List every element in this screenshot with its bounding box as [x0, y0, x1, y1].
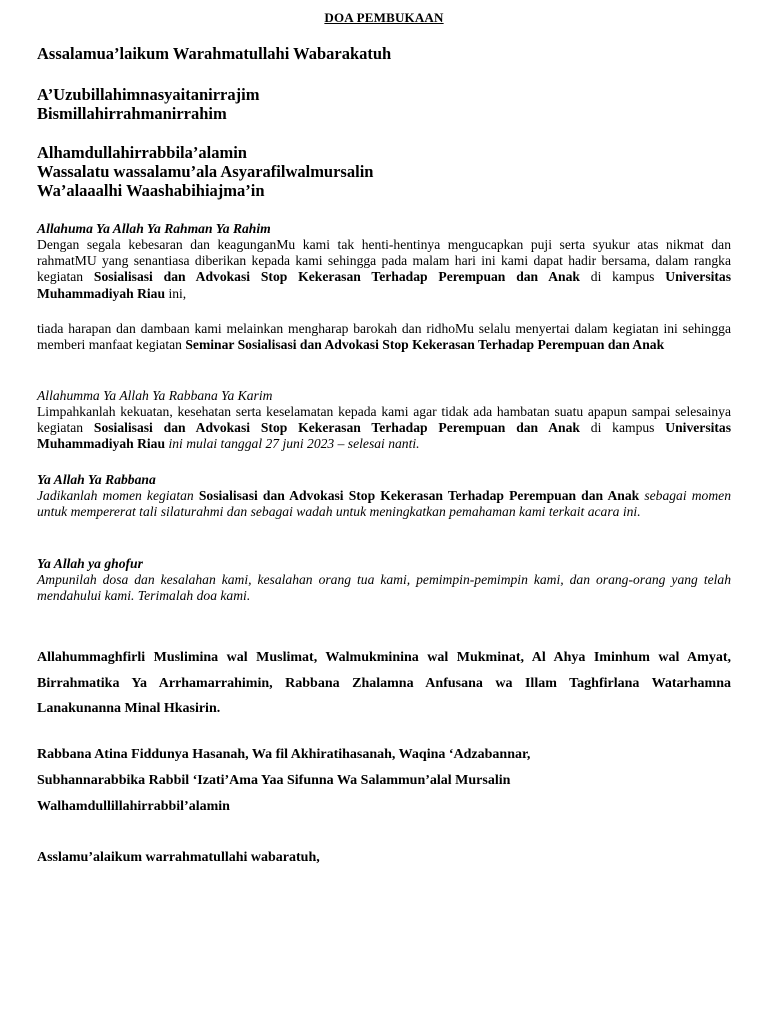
ala-ali-line: Wa’alaaalhi Waashabihiajma’in [37, 181, 265, 200]
section3-bold-b: Universitas Muhammadiyah Riau [37, 420, 731, 452]
section3-heading: Allahumma Ya Allah Ya Rabbana Ya Karim [37, 388, 273, 403]
hamdalah-line: Alhamdullahirrabbila’alamin [37, 143, 247, 162]
section2-bold-a: Seminar Sosialisasi dan Advokasi Stop Kekerasan Terhadap Perempuan dan Anak [185, 337, 665, 353]
taawudz-line: A’Uzubillahimnasyaitanirrajim [37, 85, 260, 104]
section4-paragraph [37, 488, 731, 520]
basmalah-line: Bismillahirrahmanirrahim [37, 104, 227, 123]
section5-heading: Ya Allah ya ghofur [37, 556, 143, 571]
closing-line-1: Rabbana Atina Fiddunya Hasanah, Wa fil Akhiratihasanah, Waqina ‘Adzabannar, [37, 747, 531, 762]
section4-heading: Ya Allah Ya Rabbana [37, 472, 156, 487]
section5-paragraph: Ampunilah dosa dan kesalahan kami, kesalahan orang tua kami, pemimpin-pemimpin kami, dan orang-orang yang telah mendahului kami. Terimalah doa kami. [37, 572, 731, 604]
section4-italic-b: sebagai momen untuk mempererat tali silaturahmi dan sebagai wadah untuk meningkatkan pemahaman kami terkait acara ini. [37, 488, 731, 520]
section3-paragraph [37, 404, 731, 453]
section3-bold-a: Sosialisasi dan Advokasi Stop Kekerasan Terhadap Perempuan dan Anak [93, 420, 580, 436]
section3-text-a: Limpahkanlah kekuatan, kesehatan serta keselamatan kepada kami agar tidak ada hambatan suatu apapun sampai selesainya kegiatan [37, 404, 731, 436]
section1-text-c: ini, [165, 285, 187, 301]
doa-ampunan-paragraph: Allahummaghfirli Muslimina wal Muslimat, Walmukminina wal Mukminat, Al Ahya Iminhum wal Amyat, Birrahmatika Ya Arrhamarrahimin, Rabbana Zhalamna Anfusana wa Illam Taghfirlana Watarhamna Lanakunanna Minal Hkasirin. [37, 650, 731, 716]
section1-paragraph [37, 237, 731, 302]
closing-line-2: Subhannarabbika Rabbil ‘Izati’Ama Yaa Sifunna Wa Salammun’alal Mursalin [37, 773, 511, 788]
section1-bold-a: Sosialisasi dan Advokasi Stop Kekerasan Terhadap Perempuan dan Anak [93, 269, 580, 285]
shalawat-line: Wassalatu wassalamu’ala Asyarafilwalmursalin [37, 162, 374, 181]
section1-bold-b: Universitas Muhammadiyah Riau [37, 269, 731, 301]
opening-salam: Assalamua’laikum Warahmatullahi Wabarakatuh [37, 44, 392, 63]
section2-paragraph [37, 321, 731, 353]
section1-text-a: Dengan segala kebesaran dan keagunganMu kami tak henti-hentinya mengucapkan puji serta syukur atas nikmat dan rahmatMU yang senantiasa diberikan kepada kami sehingga pada malam hari ini kami dapat hadir bersama, dalam rangka kegiatan [37, 237, 731, 285]
section1-heading: Allahuma Ya Allah Ya Rahman Ya Rahim [37, 221, 271, 236]
section4-bold-a: Sosialisasi dan Advokasi Stop Kekerasan Terhadap Perempuan dan Anak [198, 488, 640, 503]
closing-line-3: Walhamdullillahirrabbil’alamin [37, 799, 230, 814]
closing-salam: Asslamu’alaikum warrahmatullahi wabaratuh, [37, 850, 320, 865]
section3-text-b: di kampus [579, 420, 666, 436]
doa-pembukaan: DOA PEMBUKAAN [324, 10, 444, 25]
section3-italic-c: ini mulai tanggal 27 juni 2023 – selesai nanti. [165, 436, 420, 452]
section2-text-a: tiada harapan dan dambaan kami melainkan mengharap barokah dan ridhoMu selalu menyertai dalam kegiatan ini sehingga memberi manfaat kegiatan [37, 321, 731, 353]
section4-italic-a: Jadikanlah momen kegiatan [37, 488, 199, 503]
section1-text-b: di kampus [579, 269, 666, 285]
